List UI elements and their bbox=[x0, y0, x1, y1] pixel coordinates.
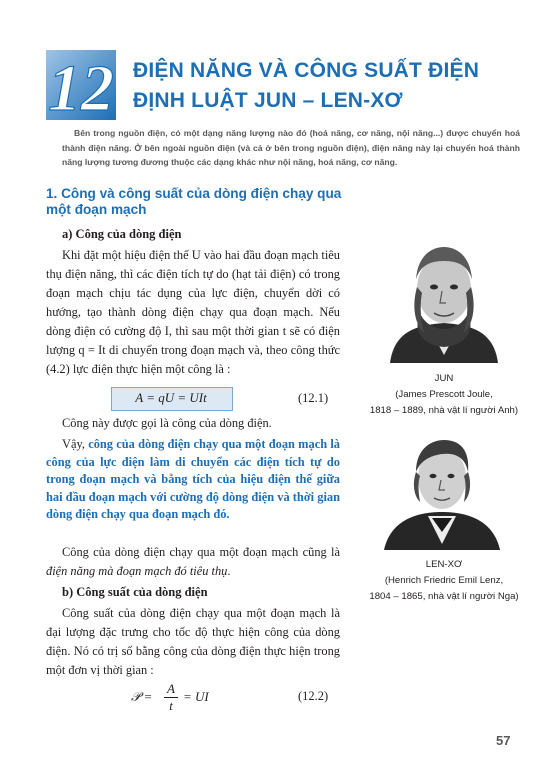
joule-caption-line1: (James Prescott Joule, bbox=[395, 389, 493, 400]
paragraph-b bbox=[46, 604, 340, 680]
formula-12-2-rhs: = UI bbox=[183, 689, 209, 704]
subheading-b: b) Công suất của dòng điện bbox=[62, 585, 208, 599]
lenz-caption-line1: (Henrich Friedric Emil Lenz, bbox=[384, 575, 504, 586]
section-heading: 1. Công và công suất của dòng điện chạy qua một đoạn mạch bbox=[46, 186, 342, 217]
chapter-number-badge bbox=[46, 50, 116, 120]
paragraph-a-text: Khi đặt một hiệu điện thế U vào hai đầu đoạn mạch tiêu thụ điện năng, thì các điện tích tự do (hạt tải điện) có trong đoạn mạch chịu tác dụng của lực điện, chuyển dời có hướng, tạo thành dòng điện chạy qua đoạn mạch. Nếu dòng điện có cường độ I, thì sau một thời gian t sẽ có điện lượng q = It di chuyển trong đoạn mạch và, theo công thức (4.2) lực điện thực hiện một công là : bbox=[46, 248, 340, 376]
joule-name: JUN bbox=[434, 373, 454, 384]
joule-caption-line2: 1818 – 1889, nhà vật lí người Anh) bbox=[369, 405, 519, 416]
paragraph-a bbox=[46, 246, 340, 379]
energy-text-a: Công của dòng điện chạy qua một đoạn mạch cũng là bbox=[62, 545, 340, 559]
intro-text: Bên trong nguồn điện, có một dạng năng lượng nào đó (hoá năng, cơ năng, nội năng...) được chuyển hoá thành điện năng. Ở bên ngoài nguồn điện (và cả ở bên trong nguồn điện), điện năng này lại chuyển hoá thành năng lượng tương đương thuộc các dạng khác như nội năng, hoá năng, cơ năng. bbox=[62, 128, 520, 167]
formula-12-2-number: (12.2) bbox=[298, 689, 329, 703]
formula-12-2 bbox=[131, 681, 251, 713]
lenz-portrait bbox=[380, 432, 504, 550]
joule-portrait bbox=[384, 233, 504, 363]
paragraph-b-text: Công suất của dòng điện chạy qua một đoạn mạch là đại lượng đặc trưng cho tốc độ thực hiện công của dòng điện. Nó có trị số bằng công của dòng điện thực hiện trong một đơn vị thời gian : bbox=[46, 606, 340, 677]
energy-paragraph bbox=[46, 543, 340, 581]
lenz-caption-line2: 1804 – 1865, nhà vật lí người Nga) bbox=[369, 591, 519, 602]
page-number: 57 bbox=[496, 733, 511, 748]
energy-text-b: điện năng mà đoạn mạch đó tiêu thụ bbox=[46, 564, 228, 578]
lenz-name: LEN-XƠ bbox=[425, 559, 463, 570]
definition-paragraph bbox=[46, 436, 340, 524]
formula-12-2-denominator: t bbox=[169, 698, 173, 713]
paragraph-after-formula bbox=[46, 414, 340, 433]
chapter-number-graphic bbox=[46, 50, 116, 120]
formula-12-1-number: (12.1) bbox=[298, 391, 329, 405]
chapter-intro bbox=[62, 126, 520, 170]
after-formula-text: Công này được gọi là công của dòng điện. bbox=[62, 416, 272, 430]
chapter-title-line1: ĐIỆN NĂNG VÀ CÔNG SUẤT ĐIỆN bbox=[133, 59, 480, 82]
chapter-number: 12 bbox=[48, 52, 114, 120]
chapter-title-line2: ĐỊNH LUẬT JUN – LEN-XƠ bbox=[133, 89, 403, 112]
definition-lead: Vậy, bbox=[62, 437, 89, 451]
formula-12-1: A = qU = UIt bbox=[135, 390, 207, 405]
formula-12-2-lhs: 𝒫 = bbox=[131, 689, 153, 704]
formula-12-2-numerator: A bbox=[167, 681, 175, 696]
energy-text-c: . bbox=[227, 564, 231, 578]
subheading-a: a) Công của dòng điện bbox=[62, 227, 182, 241]
definition-text: công của dòng điện chạy qua một đoạn mạch là công của lực điện làm di chuyển các điện tích tự do trong đoạn mạch và bằng tích của hiệu điện thế giữa hai đầu đoạn mạch với cường độ dòng điện và thời gian dòng điện chạy qua đoạn mạch đó. bbox=[46, 437, 340, 521]
